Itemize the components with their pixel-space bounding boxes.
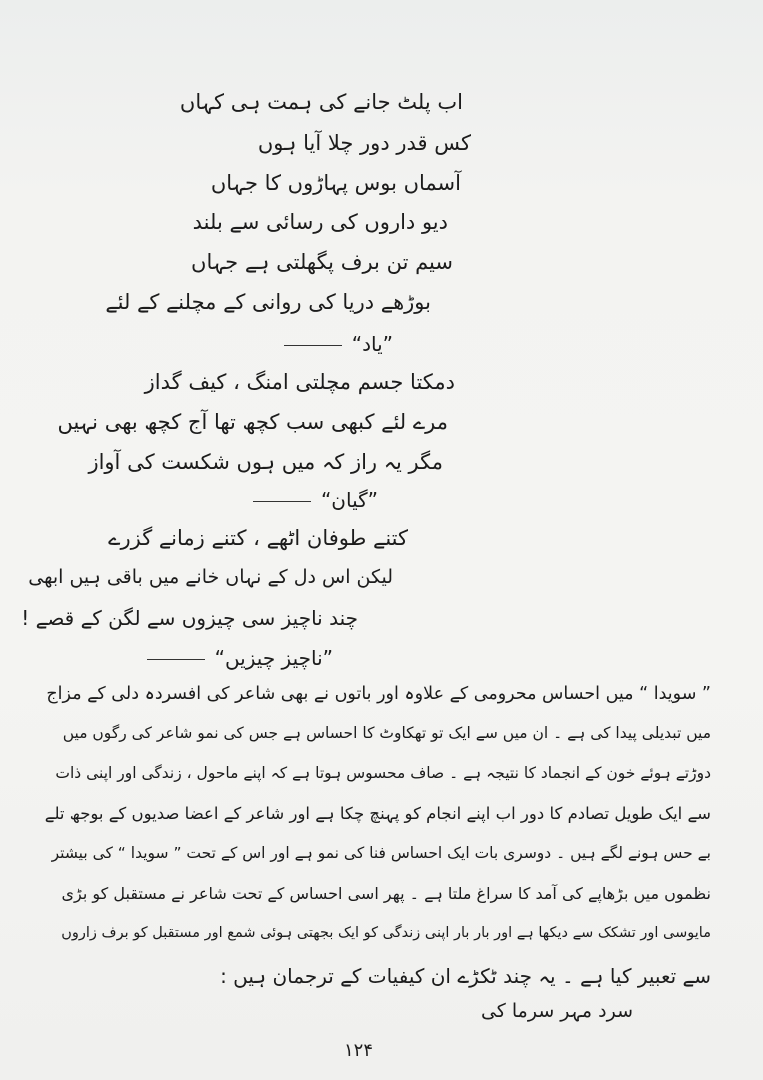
- poem-gyaan-line-2: لیکن اس دل کے نہاں خانے میں باقی ہیں ابھی: [28, 566, 393, 588]
- section-heading-nacheez: [147, 648, 333, 668]
- closing-line: سرد مہر سرما کی: [480, 1000, 633, 1022]
- prose-line-4: سے ایک طویل تصادم کا دور اب اپنے انجام کو پہنچ چکا ہے اور شاعر کے اعضا صدیوں کے بوجھ تلے: [44, 804, 711, 823]
- section-heading-nacheez-title: ”ناچیز چیزیں“: [214, 646, 333, 670]
- section-heading-yaad-title: ”یاد“: [351, 332, 393, 356]
- section-heading-gyaan-title: ”گیان“: [320, 488, 378, 512]
- poem-gyaan-line-3: چند ناچیز سی چیزوں سے لگن کے قصے !: [21, 606, 358, 630]
- prose-line-7: مایوسی اور تشکک سے دیکھا ہے اور بار بار اپنی زندگی کو ایک بجھتی ہوئی شمع اور مستقبل کو برف زاروں: [61, 925, 711, 941]
- prose-line-2: میں تبدیلی پیدا کی ہے ۔ ان میں سے ایک تو تھکاوٹ کا احساس ہے جس کی نمو شاعر کی رگوں میں: [62, 724, 711, 742]
- poem-line-6: بوڑھے دریا کی روانی کے مچلنے کے لئے: [105, 290, 431, 314]
- heading-dash: [253, 501, 311, 502]
- prose-line-1: ” سویدا “ میں احساس محرومی کے علاوہ اور باتوں نے بھی شاعر کی افسردہ دلی کے مزاج: [46, 684, 711, 704]
- section-heading-gyaan: [253, 490, 378, 510]
- poem-line-3: آسماں بوس پہاڑوں کا جہاں: [210, 171, 461, 195]
- poem-gyaan-line-1: کتنے طوفان اٹھے ، کتنے زمانے گزرے: [108, 526, 408, 550]
- prose-line-3: دوڑتے ہوئے خون کے انجماد کا نتیجہ ہے ۔ صاف محسوس ہوتا ہے کہ اپنے ماحول ، زندگی اور اپنی ذات: [55, 764, 711, 782]
- prose-line-8: سے تعبیر کیا ہے ۔ یہ چند ٹکڑے ان کیفیات کے ترجمان ہیں :: [220, 964, 711, 988]
- prose-line-5: بے حس ہونے لگے ہیں ۔ دوسری بات ایک احساس فنا کی نمو ہے اور اس کے تحت ” سویدا “ کی بیشتر: [51, 844, 711, 862]
- poem-line-2: کس قدر دور چلا آیا ہوں: [257, 131, 471, 155]
- poem-line-1: اب پلٹ جانے کی ہمت ہی کہاں: [179, 90, 463, 114]
- prose-line-6: نظموں میں بڑھاپے کی آمد کا سراغ ملتا ہے ۔ پھر اسی احساس کے تحت شاعر نے مستقبل کو بڑی: [61, 884, 711, 903]
- page-number: ۱۲۴: [344, 1040, 374, 1061]
- heading-dash: [147, 659, 205, 660]
- poem-yaad-line-2: مرے لئے کبھی سب کچھ تھا آج کچھ بھی نہیں: [57, 410, 448, 434]
- heading-dash: [284, 345, 342, 346]
- poem-yaad-line-3: مگر یہ راز کہ میں ہوں شکست کی آواز: [88, 450, 443, 474]
- section-heading-yaad: [284, 334, 393, 354]
- poem-line-4: دیو داروں کی رسائی سے بلند: [192, 210, 448, 234]
- poem-yaad-line-1: دمکتا جسم مچلتی امنگ ، کیف گداز: [144, 370, 455, 394]
- poem-line-5: سیم تن برف پگھلتی ہے جہاں: [191, 250, 453, 274]
